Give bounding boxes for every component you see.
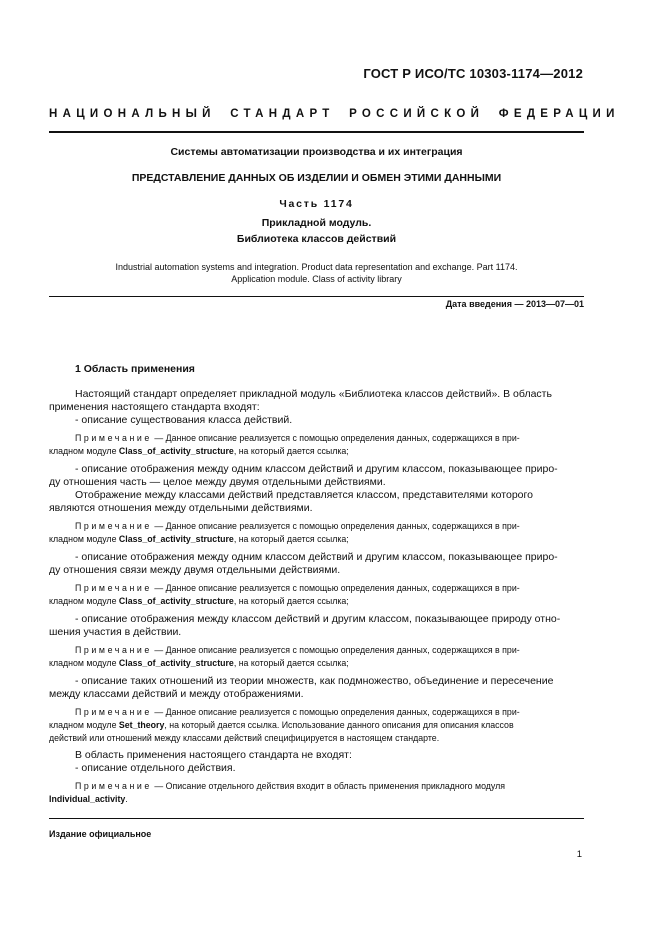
body-line: - описание отображения между классом действий и другим классом, показывающее природу отно- (75, 613, 561, 625)
body-line: Настоящий стандарт определяет прикладной модуль «Библиотека классов действий». В область (75, 388, 552, 400)
module-reference: Set_theory (118, 720, 165, 730)
body-line: между классами действий и между отображениями. (49, 688, 304, 700)
note-line: Individual_activity. (49, 794, 128, 804)
body-line: являются отношения между отдельными действиями. (49, 502, 313, 514)
note-line: Примечание — Данное описание реализуется с помощью определения данных, содержащихся в при- (75, 707, 520, 717)
body-line: - описание отображения между одним классом действий и другим классом, показывающее приро- (75, 463, 558, 475)
note-label: Примечание (75, 583, 152, 593)
note-label: Примечание (75, 433, 152, 443)
body-line: В область применения настоящего стандарта не входят: (75, 749, 352, 761)
national-standard-title: НАЦИОНАЛЬНЫЙ СТАНДАРТ РОССИЙСКОЙ ФЕДЕРАЦИИ (49, 108, 620, 120)
header-rule (49, 131, 584, 133)
body-line: ду отношения часть — целое между двумя отдельными действиями. (49, 476, 386, 488)
title-part: Часть 1174 (279, 198, 354, 210)
english-title-line1: Industrial automation systems and integration. Product data representation and exchange. Part 1174. (115, 262, 518, 272)
note-line: кладном модуле Set_theory, на который дается ссылка. Использование данного описания для описания классов (49, 720, 514, 730)
note-label: Примечание (75, 645, 152, 655)
footer-rule (49, 818, 584, 819)
body-line: применения настоящего стандарта входят: (49, 401, 260, 413)
body-line: - описание отдельного действия. (75, 762, 236, 774)
title-module-line2: Библиотека классов действий (236, 233, 397, 245)
module-reference: Class_of_activity_structure (118, 446, 234, 456)
body-line: - описание существования класса действий. (75, 414, 293, 426)
title-rule (49, 296, 584, 297)
body-line: - описание таких отношений из теории множеств, как подмножество, объединение и пересечение (75, 675, 554, 687)
document-code: ГОСТ Р ИСО/ТС 10303-1174—2012 (363, 66, 583, 81)
english-title-line2: Application module. Class of activity library (231, 274, 402, 284)
title-module-line1: Прикладной модуль. (261, 217, 372, 229)
note-line: действий или отношений между классами действий специфицируется в настоящем стандарте. (49, 733, 440, 743)
title-system: Системы автоматизации производства и их интеграция (170, 146, 463, 158)
note-label: Примечание (75, 521, 152, 531)
body-line: - описание отображения между одним классом действий и другим классом, показывающее приро- (75, 551, 558, 563)
body-line: ду отношения связи между двумя отдельными действиями. (49, 564, 341, 576)
note-line: Примечание — Данное описание реализуется с помощью определения данных, содержащихся в при- (75, 645, 520, 655)
note-line: Примечание — Данное описание реализуется с помощью определения данных, содержащихся в при- (75, 583, 520, 593)
note-line: Примечание — Данное описание реализуется с помощью определения данных, содержащихся в при- (75, 521, 520, 531)
note-line: кладном модуле Class_of_activity_structure, на который дается ссылка; (49, 658, 349, 668)
note-line: кладном модуле Class_of_activity_structure, на который дается ссылка; (49, 534, 349, 544)
page-number: 1 (576, 849, 582, 860)
module-reference: Individual_activity (49, 794, 126, 804)
body-line: шения участия в действии. (49, 626, 182, 638)
note-line: кладном модуле Class_of_activity_structure, на который дается ссылка; (49, 596, 349, 606)
note-line: кладном модуле Class_of_activity_structure, на который дается ссылка; (49, 446, 349, 456)
module-reference: Class_of_activity_structure (118, 596, 234, 606)
note-label: Примечание (75, 707, 152, 717)
title-representation: ПРЕДСТАВЛЕНИЕ ДАННЫХ ОБ ИЗДЕЛИИ И ОБМЕН ЭТИМИ ДАННЫМИ (131, 172, 502, 184)
note-label: Примечание (75, 781, 152, 791)
edition-label: Издание официальное (49, 829, 152, 839)
note-line: Примечание — Данное описание реализуется с помощью определения данных, содержащихся в при- (75, 433, 520, 443)
section-heading: 1 Область применения (75, 363, 195, 375)
body-line: Отображение между классами действий представляется классом, представителями которого (75, 489, 533, 501)
intro-date: Дата введения — 2013—07—01 (445, 299, 584, 309)
module-reference: Class_of_activity_structure (118, 534, 234, 544)
module-reference: Class_of_activity_structure (118, 658, 234, 668)
note-line: Примечание — Описание отдельного действия входит в область применения прикладного модуля (75, 781, 505, 791)
